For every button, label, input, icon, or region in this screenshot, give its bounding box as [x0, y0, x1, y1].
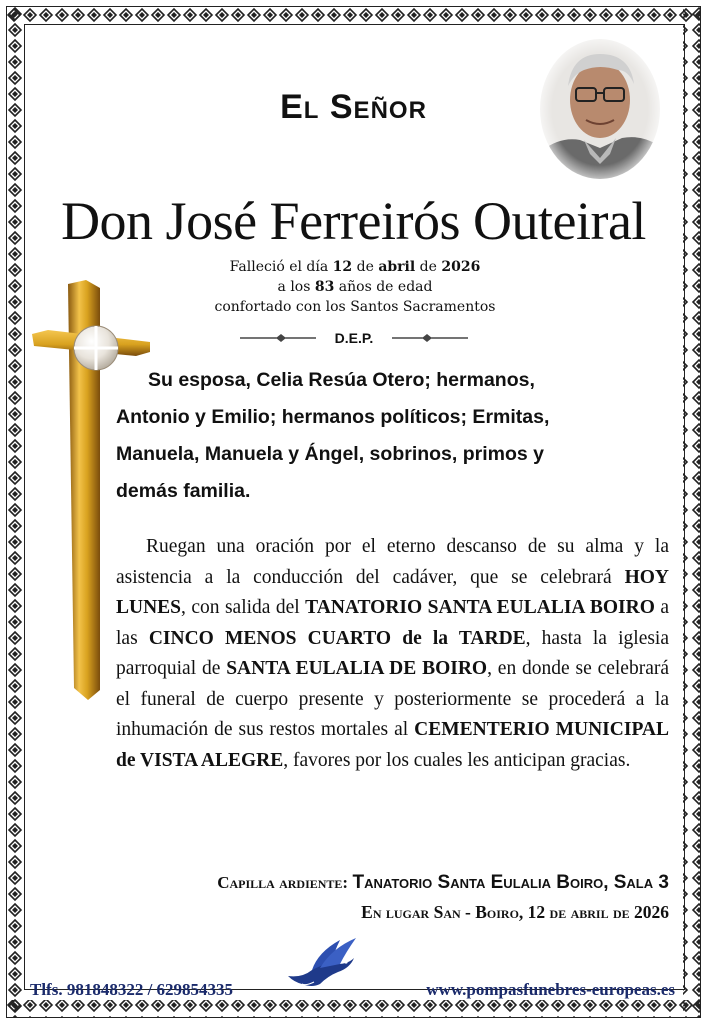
portrait-photo — [538, 36, 662, 182]
dove-icon — [282, 934, 360, 990]
death-date-line: Falleció el día 12 de abril de 2026 — [229, 259, 481, 275]
heading-text: El Señor — [280, 88, 427, 126]
ceremony-paragraph: Ruegan una oración por el eterno descanso de su alma y la asistencia a la conducción del cadáver, que se celebrará HOY LUNES, con salida del TANATORIO SANTA EULALIA BOIRO a las CINCO MENOS CUARTO de la TARDE, hasta la iglesia parroquial de SANTA EULALIA DE BOIRO, en donde se celebrará el funeral de cuerpo presente y posteriormente se procederá a la inhumación de sus restos mortales al CEMENTERIO MUNICIPAL de VISTA ALEGRE, favores por los cuales les anticipan gracias. — [116, 536, 670, 771]
family-line: demás familia. — [116, 480, 251, 502]
family-line: Su esposa, Celia Resúa Otero; hermanos, — [148, 369, 535, 391]
footer-phones: Tlfs. 981848322 / 629854335 — [30, 980, 234, 999]
sacraments-line: confortado con los Santos Sacramentos — [214, 299, 496, 315]
family-paragraph — [116, 362, 669, 510]
place-date: En lugar San - Boiro, 12 de abril de 2026 — [361, 902, 669, 922]
capilla-value: Tanatorio Santa Eulalia Boiro, Sala 3 — [352, 872, 669, 893]
capilla-ardiente — [120, 872, 669, 894]
age-line: a los 83 años de edad — [277, 279, 433, 295]
deceased-name: Don José Ferreirós Outeiral — [61, 191, 646, 251]
family-line: Manuela, Manuela y Ángel, sobrinos, primos y — [116, 443, 545, 465]
dep-text: D.E.P. — [334, 330, 374, 346]
dep-divider — [236, 326, 472, 350]
family-line: Antonio y Emilio; hermanos políticos; Ermitas, — [116, 406, 550, 428]
capilla-label: Capilla ardiente: — [217, 873, 349, 892]
footer-website[interactable]: www.pompasfunebres-europeas.es — [426, 980, 675, 999]
